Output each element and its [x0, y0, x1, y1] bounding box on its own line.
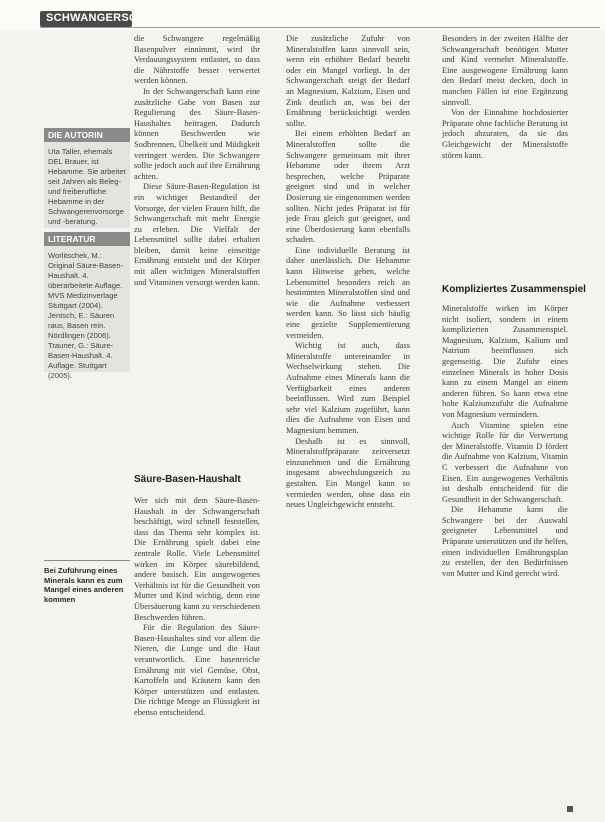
section-title: SCHWANGERSCHAFT [46, 12, 168, 24]
col1-heading: Säure-Basen-Haushalt [134, 474, 241, 485]
author-text: Uta Taller, ehemals DEL Brauer, ist Hebamme. Sie arbeitet seit Jahren als Beleg- und freiberufliche Hebamme in der Schwangerenvorsorge und -beratung. [48, 147, 126, 226]
col1-p2: Für die Regulation des Säure-Basen-Haushaltes sind vor allem die Nieren, die Lunge und die Haut verantwortlich. Eine basenreiche Ernährung mit viel Gemüse, Obst, Kartoffeln und Kräutern kann den Körper unterstützen und entlasten. Die richtige Menge an Flüssigkeit ist ebenso entscheidend. [134, 623, 260, 717]
col3-p2: Auch Vitamine spielen eine wichtige Rolle für die Verwertung der Mineralstoffe. Vitamin D fördert die Aufnahme von Kalzium, Vitamin C verbessert die Aufnahme von Eisen. Ein ausgewogenes Verhältnis ist deshalb entscheidend für die Gesundheit in der Schwangerschaft. [442, 420, 568, 504]
literature-text: Worlitschek, M.: Original Säure-Basen-Haushalt. 4. überarbeitete Auflage. MVS Medizinverlage Stuttgart (2004). Jentsch, E.: Säuren raus, Basen rein. Nördlingen (2006). Trauner, G.: Säure-Basen-Haushalt. 4. Auflage. Stuttgart (2005). [48, 251, 124, 380]
col2-p3: Eine individuelle Beratung ist daher unerlässlich. Die Hebamme kann Hinweise geben, welche Lebensmittel besonders reich an bestimmten Mineralstoffen sind und wie die Aufnahme verbessert werden kann. So lässt sich häufig eine gezielte Supplementierung vermeiden. [286, 245, 410, 340]
column-3-body [442, 304, 568, 804]
col1-intro-p2: In der Schwangerschaft kann eine zusätzliche Gabe von Basen zur Regulierung des Säure-Basen-Haushaltes beitragen. Dadurch können Beschwerden wie Sodbrennen, Übelkeit und Müdigkeit verringert werden. Die Schwangere sollte jedoch auch auf ihre Ernährung achten. [134, 86, 260, 181]
col1-intro-p1: die Schwangere regelmäßig Basenpulver einnimmt, wird ihr Verdauungssystem entlastet, so dass die Nährstoffe besser verwertet werden können. [134, 34, 260, 86]
col3-intro-p1: Besonders in der zweiten Hälfte der Schwangerschaft benötigen Mutter und Kind vermehrt Mineralstoffe. Eine ausgewogene Ernährung kann den Bedarf meist decken, doch in manchen Fällen ist eine Ergänzung sinnvoll. [442, 34, 568, 107]
author-label: DIE AUTORIN [44, 128, 130, 142]
col3-heading: Kompliziertes Zusammenspiel [442, 284, 586, 295]
page-header [0, 0, 605, 30]
image-caption: Bei Zuführung eines Minerals kann es zum Mangel eines anderen kommen [44, 566, 124, 604]
col3-intro-p2: Von der Einnahme hochdosierter Präparate ohne fachliche Beratung ist jedoch abzuraten, da sie das Gleichgewicht der Mineralstoffe stören kann. [442, 108, 568, 160]
col2-p5: Deshalb ist es sinnvoll, Mineralstoffpräparate zeitversetzt einzunehmen und die Ernährung insgesamt abwechslungsreich zu gestalten. Ein Mangel kann so vermieden werden, ohne dass ein neues Ungleichgewicht entsteht. [286, 436, 410, 510]
col3-p3: Die Hebamme kann die Schwangere bei der Auswahl geeigneter Lebensmittel und Präparate unterstützen und ihr helfen, einen individuellen Ernährungsplan zu erstellen, der den Bedürfnissen von Mutter und Kind gerecht wird. [442, 505, 568, 578]
caption-rule-top [44, 560, 130, 561]
col2-p2: Bei einem erhöhten Bedarf an Mineralstoffen sollte die Schwangere gemeinsam mit ihrer Hebamme oder ihrem Arzt besprechen, welche Präparate geeignet sind und in welcher Dosierung sie eingenommen werden sollten. Nicht jedes Präparat ist für jede Frau gleich gut geeignet, und eine Überdosierung kann ebenfalls schaden. [286, 129, 410, 245]
col1-p1: Wer sich mit dem Säure-Basen-Haushalt in der Schwangerschaft beschäftigt, wird schnell feststellen, dass das Thema sehr komplex ist. Die Ernährung spielt dabei eine zentrale Rolle. Viele Lebensmittel wirken im Körper säurebildend, andere basisch. Ein ausgewogenes Verhältnis ist für die Gesundheit von Mutter und Kind wichtig, denn eine Übersäuerung kann zu verschiedenen Beschwerden führen. [134, 496, 260, 622]
col2-p1: Die zusätzliche Zufuhr von Mineralstoffen kann sinnvoll sein, wenn ein erhöhter Bedarf besteht oder ein Mangel vorliegt. In der Schwangerschaft steigt der Bedarf an Magnesium, Kalzium, Eisen und Zink deutlich an, was bei der Ernährung berücksichtigt werden sollte. [286, 34, 410, 128]
article-end-mark [567, 806, 573, 812]
column-1-intro [134, 34, 260, 466]
literature-label: LITERATUR [44, 232, 130, 246]
column-2 [286, 34, 410, 802]
col3-p1: Mineralstoffe wirken im Körper nicht isoliert, sondern in einem komplizierten Zusammenspiel. Magnesium, Kalzium, Kalium und Natrium beeinflussen sich gegenseitig. Die Zufuhr eines einzelnen Minerals in hoher Dosis kann zu einem Mangel an einem anderen führen. So kann etwa eine hohe Kalziumzufuhr die Aufnahme von Magnesium vermindern. [442, 304, 568, 419]
header-rule [40, 27, 600, 28]
column-3-intro [442, 34, 568, 272]
column-1-body [134, 496, 260, 800]
col2-p4: Wichtig ist auch, dass Mineralstoffe untereinander in Wechselwirkung stehen. Die Aufnahme eines Minerals kann die Verfügbarkeit eines anderen beeinflussen. Wird zum Beispiel sehr viel Kalzium zugeführt, kann dies die Aufnahme von Eisen und Magnesium hemmen. [286, 341, 410, 435]
col1-intro-p3: Diese Säure-Basen-Regulation ist ein wichtiger Bestandteil der Vorsorge, der vielen Frauen hilft, die Schwangerschaft mit mehr Energie zu erleben. Die Vielfalt der Lebensmittel sollte dabei erhalten bleiben, damit keine einseitige Ernährung entsteht und der Körper mit allen wichtigen Mineralstoffen und Vitaminen versorgt werden kann. [134, 182, 260, 287]
